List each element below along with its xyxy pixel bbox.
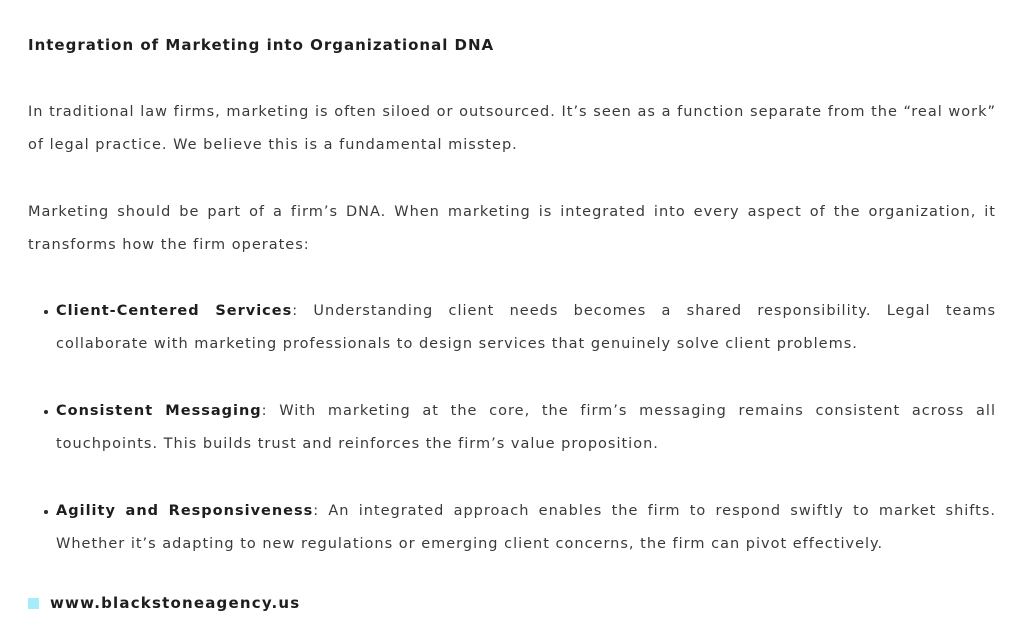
- page-title: Integration of Marketing into Organizational DNA: [28, 36, 495, 54]
- bullet-text: : With marketing at the core, the firm’s messaging remains consistent across all touchpoints. This builds trust and reinforces the firm’s value proposition.: [56, 403, 996, 452]
- bullet-term: Agility and Responsiveness: [56, 503, 314, 519]
- bullet-icon: [44, 510, 48, 514]
- list-item-consistent-messaging: [28, 395, 996, 461]
- bullet-text: : Understanding client needs becomes a shared responsibility. Legal teams collaborate with marketing professionals to design services that genuinely solve client problems.: [56, 303, 997, 352]
- bullet-icon: [44, 310, 48, 314]
- dna-paragraph: Marketing should be part of a firm’s DNA. When marketing is integrated into every aspect of the organization, it transforms how the firm operates:: [28, 204, 996, 253]
- bullet-term: Consistent Messaging: [56, 403, 262, 419]
- page-footer: [28, 594, 300, 612]
- list-item-agility: [28, 495, 996, 561]
- intro-paragraph: In traditional law firms, marketing is often siloed or outsourced. It’s seen as a function separate from the “real work” of legal practice. We believe this is a fundamental misstep.: [28, 104, 996, 153]
- bullet-term: Client-Centered Services: [56, 303, 293, 319]
- list-item-client-centered: [28, 295, 996, 361]
- bullet-text: : An integrated approach enables the firm to respond swiftly to market shifts. Whether it’s adapting to new regulations or emerging client concerns, the firm can pivot effectively.: [56, 503, 997, 552]
- benefits-list: [28, 295, 996, 595]
- accent-square-icon: [28, 598, 39, 609]
- website-link[interactable]: www.blackstoneagency.us: [50, 594, 301, 612]
- bullet-icon: [44, 410, 48, 414]
